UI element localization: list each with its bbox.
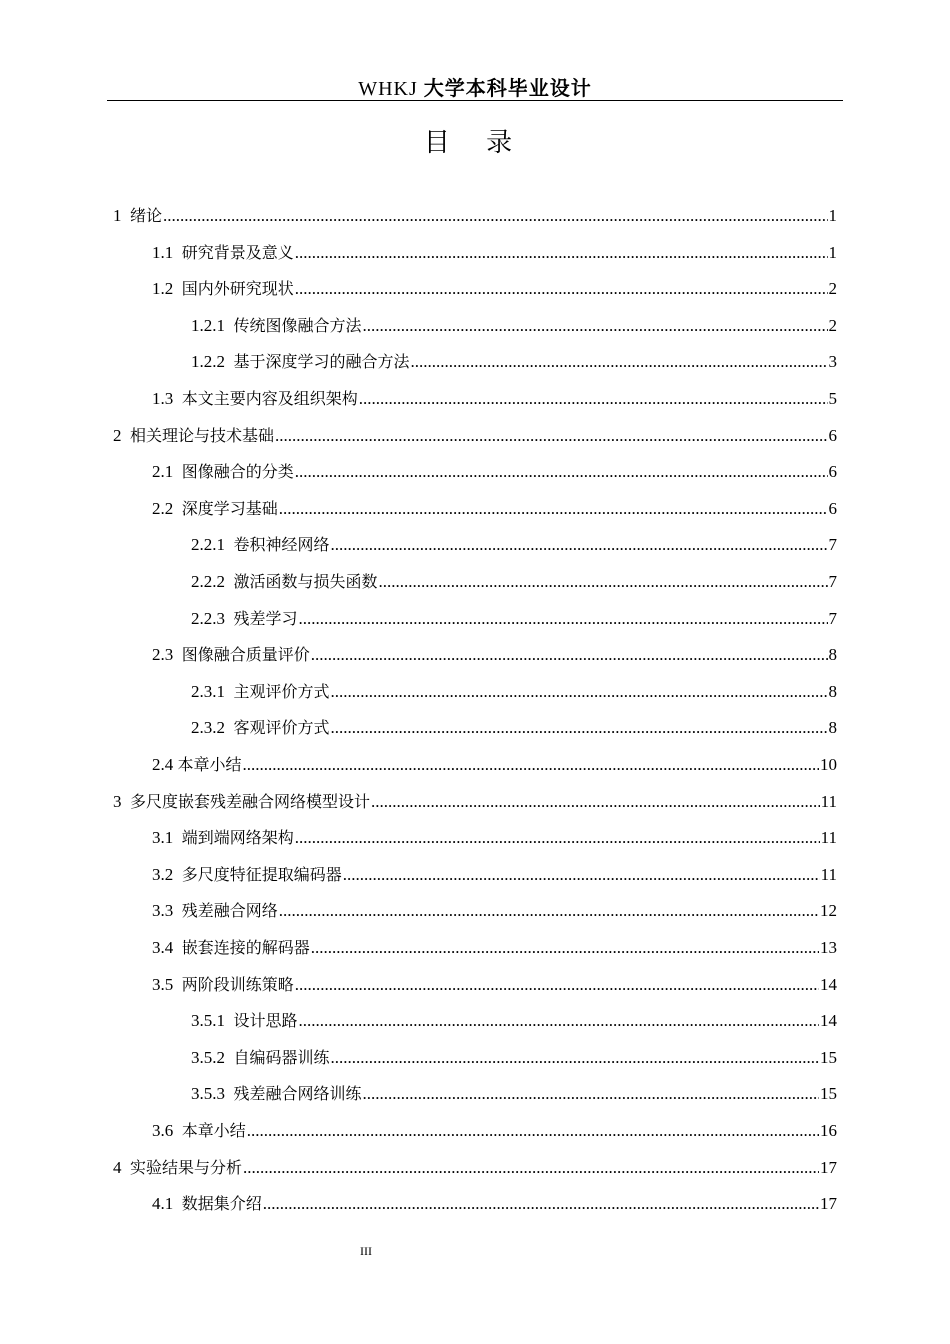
toc-entry[interactable] <box>191 1082 837 1106</box>
toc-dot-leader <box>411 350 828 374</box>
toc-dot-leader <box>331 680 828 704</box>
toc-entry[interactable] <box>152 1119 837 1143</box>
toc-entry-number: 1.2.1 <box>191 316 234 335</box>
toc-entry-number: 2.3.2 <box>191 718 234 737</box>
toc-dot-leader <box>331 533 828 557</box>
toc-entry-title: 主观评价方式 <box>233 682 330 701</box>
toc-entry-page: 14 <box>820 975 837 994</box>
toc-dot-leader <box>295 460 828 484</box>
toc-entry-title: 自编码器训练 <box>233 1048 330 1067</box>
toc-dot-leader <box>163 204 827 228</box>
toc-entry-title: 残差学习 <box>233 609 298 628</box>
toc-entry-number: 1 <box>113 206 130 225</box>
toc-heading: 目 录 <box>423 128 527 158</box>
toc-entry-page: 6 <box>828 499 837 518</box>
toc-entry-page: 3 <box>828 352 837 371</box>
toc-dot-leader <box>299 607 828 631</box>
toc-entry-title: 绪论 <box>130 206 163 225</box>
toc-entry-page: 17 <box>820 1194 837 1213</box>
toc-entry-title: 两阶段训练策略 <box>181 975 294 994</box>
toc-entry-number: 3.1 <box>152 828 182 847</box>
toc-entry-page: 2 <box>828 279 837 298</box>
toc-entry-page: 2 <box>828 316 837 335</box>
toc-entry-number: 3.5.1 <box>191 1011 234 1030</box>
toc-entry-title: 国内外研究现状 <box>181 279 294 298</box>
toc-entry-title: 残差融合网络 <box>181 901 278 920</box>
toc-entry-title: 传统图像融合方法 <box>233 316 362 335</box>
toc-dot-leader <box>311 936 819 960</box>
toc-dot-leader <box>331 716 828 740</box>
toc-entry[interactable] <box>152 643 837 667</box>
toc-entry-title: 嵌套连接的解码器 <box>181 938 310 957</box>
toc-entry-number: 1.3 <box>152 389 182 408</box>
toc-entry[interactable] <box>191 607 837 631</box>
toc-dot-leader <box>279 899 819 923</box>
toc-entry-page: 17 <box>820 1158 837 1177</box>
toc-dot-leader <box>363 1082 819 1106</box>
toc-entry-page: 6 <box>828 426 837 445</box>
toc-entry-page: 8 <box>828 718 837 737</box>
page-header-title <box>0 72 950 101</box>
toc-entry-number: 3.5.3 <box>191 1084 234 1103</box>
toc-entry[interactable] <box>113 424 837 448</box>
toc-dot-leader <box>279 497 828 521</box>
toc-entry-page: 11 <box>820 792 837 811</box>
toc-entry-title: 端到端网络架构 <box>181 828 294 847</box>
toc-entry-title: 本章小结 <box>181 1121 246 1140</box>
toc-entry[interactable] <box>191 570 837 594</box>
toc-entry[interactable] <box>152 973 837 997</box>
toc-entry[interactable] <box>152 460 837 484</box>
toc-entry-page: 5 <box>828 389 837 408</box>
toc-dot-leader <box>359 387 828 411</box>
toc-entry-page: 15 <box>820 1084 837 1103</box>
toc-entry[interactable] <box>113 1156 837 1180</box>
toc-entry[interactable] <box>191 350 837 374</box>
toc-entry[interactable] <box>191 716 837 740</box>
toc-entry[interactable] <box>113 790 837 814</box>
header-rule <box>107 100 843 101</box>
toc-entry-number: 3.6 <box>152 1121 182 1140</box>
toc-entry-page: 16 <box>820 1121 837 1140</box>
toc-entry-number: 3.3 <box>152 901 182 920</box>
toc-entry[interactable] <box>152 277 837 301</box>
toc-entry-number: 1.2 <box>152 279 182 298</box>
toc-entry-title: 深度学习基础 <box>181 499 278 518</box>
toc-dot-leader <box>363 314 828 338</box>
toc-dot-leader <box>295 973 819 997</box>
toc-entry-title: 激活函数与损失函数 <box>233 572 378 591</box>
toc-dot-leader <box>295 826 820 850</box>
toc-entry-title: 多尺度特征提取编码器 <box>181 865 342 884</box>
toc-entry-page: 11 <box>820 865 837 884</box>
toc-dot-leader <box>299 1009 819 1033</box>
toc-entry-page: 11 <box>820 828 837 847</box>
toc-entry-number: 2.3 <box>152 645 182 664</box>
toc-dot-leader <box>311 643 828 667</box>
toc-dot-leader <box>263 1192 819 1216</box>
toc-entry-number: 1.1 <box>152 243 182 262</box>
toc-entry[interactable] <box>152 753 837 777</box>
toc-entry-number: 2.2 <box>152 499 182 518</box>
toc-entry-title: 数据集介绍 <box>181 1194 262 1213</box>
toc-entry[interactable] <box>191 680 837 704</box>
header-title-cjk: 大学本科毕业设计 <box>423 76 592 100</box>
toc-entry-number: 4 <box>113 1158 130 1177</box>
toc-entry-page: 13 <box>820 938 837 957</box>
toc-entry-page: 7 <box>828 609 837 628</box>
toc-entry[interactable] <box>191 533 837 557</box>
toc-entry[interactable] <box>152 863 837 887</box>
toc-entry-page: 8 <box>828 645 837 664</box>
toc-entry-title: 图像融合质量评价 <box>181 645 310 664</box>
toc-entry[interactable] <box>152 936 837 960</box>
toc-entry[interactable] <box>191 1009 837 1033</box>
toc-dot-leader <box>371 790 820 814</box>
toc-entry-number: 2 <box>113 426 130 445</box>
toc-entry[interactable] <box>113 204 837 228</box>
toc-entry-page: 7 <box>828 535 837 554</box>
toc-entry-title: 本章小结 <box>177 755 242 774</box>
toc-entry-number: 2.1 <box>152 462 182 481</box>
toc-entry[interactable] <box>152 1192 837 1216</box>
toc-entry-title: 卷积神经网络 <box>233 535 330 554</box>
header-title-latin: WHKJ <box>358 78 424 100</box>
toc-entry-number: 3.5 <box>152 975 182 994</box>
toc-entry-page: 14 <box>820 1011 837 1030</box>
toc-entry-number: 2.2.3 <box>191 609 234 628</box>
toc-entry-page: 1 <box>828 206 837 225</box>
toc-entry-title: 相关理论与技术基础 <box>130 426 275 445</box>
toc-entry-number: 3 <box>113 792 130 811</box>
toc-entry-number: 3.5.2 <box>191 1048 234 1067</box>
toc-dot-leader <box>243 1156 819 1180</box>
toc-entry-title: 本文主要内容及组织架构 <box>181 389 358 408</box>
toc-entry-page: 15 <box>820 1048 837 1067</box>
toc-entry-number: 2.3.1 <box>191 682 234 701</box>
footer-page-number: III <box>360 1244 372 1258</box>
toc-entry-page: 1 <box>828 243 837 262</box>
toc-entry-title: 基于深度学习的融合方法 <box>233 352 410 371</box>
toc-entry-number: 1.2.2 <box>191 352 234 371</box>
toc-entry-page: 12 <box>820 901 837 920</box>
toc-entry-title: 实验结果与分析 <box>130 1158 243 1177</box>
toc-entry-number: 2.2.1 <box>191 535 234 554</box>
toc-entry-title: 研究背景及意义 <box>181 243 294 262</box>
toc-dot-leader <box>295 241 828 265</box>
toc-dot-leader <box>295 277 828 301</box>
toc-dot-leader <box>379 570 828 594</box>
toc-entry[interactable] <box>191 314 837 338</box>
toc-entry-number: 4.1 <box>152 1194 182 1213</box>
toc-entry-number: 3.2 <box>152 865 182 884</box>
toc-dot-leader <box>247 1119 819 1143</box>
toc-entry[interactable] <box>152 387 837 411</box>
toc-dot-leader <box>343 863 820 887</box>
toc-entry[interactable] <box>152 497 837 521</box>
toc-entry-page: 10 <box>820 755 837 774</box>
toc-entry-title: 设计思路 <box>233 1011 298 1030</box>
toc-entry-number: 3.4 <box>152 938 182 957</box>
toc-entry[interactable] <box>191 1046 837 1070</box>
toc-dot-leader <box>275 424 827 448</box>
toc-entry[interactable] <box>152 826 837 850</box>
toc-entry-page: 6 <box>828 462 837 481</box>
toc-entry-title: 客观评价方式 <box>233 718 330 737</box>
toc-entry[interactable] <box>152 899 837 923</box>
toc-entry-number: 2.4 <box>152 755 178 774</box>
toc-entry-number: 2.2.2 <box>191 572 234 591</box>
toc-entry-page: 8 <box>828 682 837 701</box>
toc-entry-title: 图像融合的分类 <box>181 462 294 481</box>
toc-dot-leader <box>243 753 819 777</box>
toc-entry-page: 7 <box>828 572 837 591</box>
toc-entry[interactable] <box>152 241 837 265</box>
toc-entry-title: 残差融合网络训练 <box>233 1084 362 1103</box>
toc-entry-title: 多尺度嵌套残差融合网络模型设计 <box>130 792 371 811</box>
toc-dot-leader <box>331 1046 819 1070</box>
